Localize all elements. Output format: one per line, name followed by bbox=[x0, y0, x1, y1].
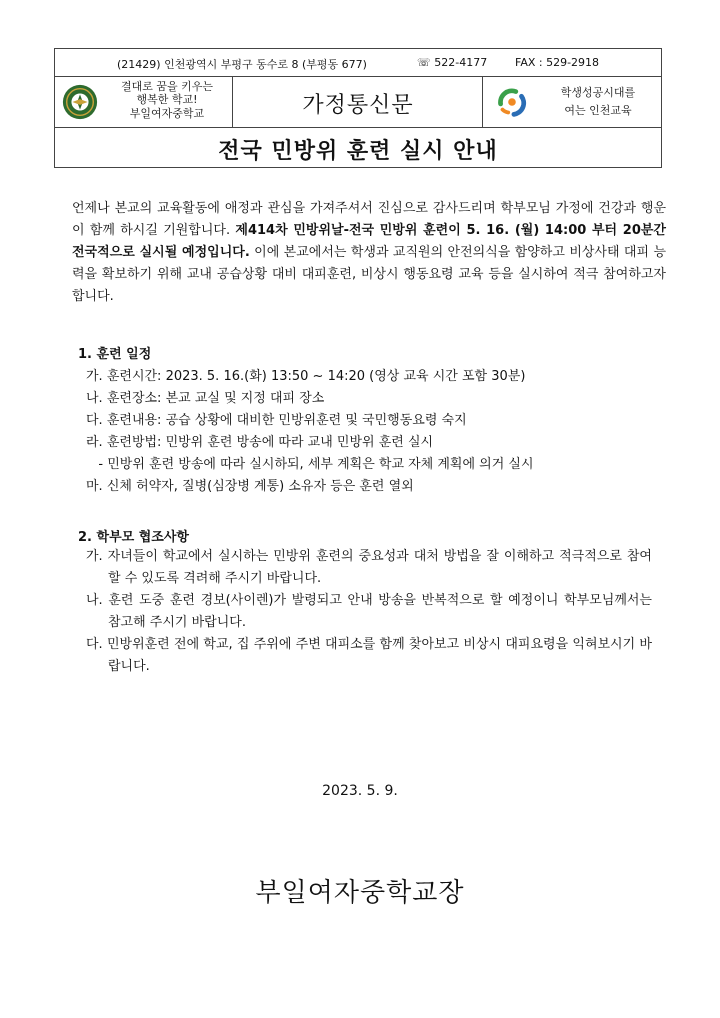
slogan-line: 결대로 꿈을 키우는 bbox=[120, 80, 213, 93]
slogan-line: 행복한 학교! bbox=[136, 93, 198, 106]
list-item: 다. 민방위훈련 전에 학교, 집 주위에 주변 대피소를 함께 찾아보고 비상시 대피요령을 익혀보시기 바랍니다. bbox=[86, 637, 652, 674]
list-item: 마. 신체 허약자, 질병(심장병 계통) 소유자 등은 훈련 열외 bbox=[86, 479, 414, 494]
school-slogan-cell bbox=[55, 77, 233, 127]
incheon-education-logo-icon bbox=[493, 83, 531, 121]
list-item: 라. 훈련방법: 민방위 훈련 방송에 따라 교내 민방위 훈련 실시 bbox=[86, 435, 434, 450]
section-heading: 1. 훈련 일정 bbox=[78, 347, 152, 362]
education-motto-cell bbox=[483, 77, 661, 127]
letterhead bbox=[54, 76, 662, 128]
list-item: 다. 훈련내용: 공습 상황에 대비한 민방위훈련 및 국민행동요령 숙지 bbox=[86, 413, 467, 428]
school-name: 부일여자중학교 bbox=[129, 107, 205, 120]
intro-highlight: 제414차 민방위날-전국 민방위 훈련이 5. 16. (월) 14:00 부터 20분간 전국적으로 실시될 예정입니다. bbox=[72, 223, 666, 260]
intro-text: 언제나 본교의 교육활동에 애정과 관심을 가져주셔서 진심으로 감사드리며 학부모님 가정에 건강과 행운이 함께 하시길 기원합니다. bbox=[72, 201, 666, 238]
address-bar bbox=[54, 48, 662, 76]
principal-signature: 부일여자중학교장 bbox=[255, 878, 465, 908]
motto-line: 학생성공시대를 bbox=[560, 86, 636, 99]
list-item: 나. 훈련장소: 본교 교실 및 지정 대피 장소 bbox=[86, 391, 325, 406]
list-item: 가. 훈련시간: 2023. 5. 16.(화) 13:50 ~ 14:20 (영상 교육 시간 포함 30분) bbox=[86, 369, 526, 384]
fax-number: FAX : 529-2918 bbox=[515, 56, 600, 69]
issue-date: 2023. 5. 9. bbox=[322, 783, 398, 799]
school-address: (21429) 인천광역시 부평구 동수로 8 (부평동 677) bbox=[117, 58, 367, 71]
section-heading: 2. 학부모 협조사항 bbox=[78, 530, 189, 545]
phone-number: ☏ 522-4177 bbox=[417, 56, 488, 69]
list-item: 나. 훈련 도중 훈련 경보(사이렌)가 발령되고 안내 방송을 반복적으로 할 예정이니 학부모님께서는 참고해 주시기 바랍니다. bbox=[86, 593, 652, 630]
title-bar bbox=[54, 128, 662, 168]
intro-text: 이에 본교에서는 학생과 교직원의 안전의식을 함양하고 비상사태 대피 능력을 확보하기 위해 교내 공습상황 대비 대피훈련, 비상시 행동요령 교육 등을 실시하여 적극 참여하고자 합니다. bbox=[72, 245, 666, 304]
motto-line: 여는 인천교육 bbox=[564, 104, 632, 117]
newsletter-title: 가정통신문 bbox=[302, 93, 414, 118]
school-emblem-icon bbox=[61, 83, 99, 121]
list-item: 가. 자녀들이 학교에서 실시하는 민방위 훈련의 중요성과 대처 방법을 잘 이해하고 적극적으로 참여할 수 있도록 격려해 주시기 바랍니다. bbox=[86, 549, 652, 586]
document-title: 전국 민방위 훈련 실시 안내 bbox=[218, 139, 498, 164]
list-subitem: - 민방위 훈련 방송에 따라 실시하되, 세부 계획은 학교 자체 계획에 의거 실시 bbox=[86, 457, 534, 472]
intro-paragraph bbox=[72, 198, 666, 308]
newsletter-title-cell bbox=[233, 77, 483, 127]
